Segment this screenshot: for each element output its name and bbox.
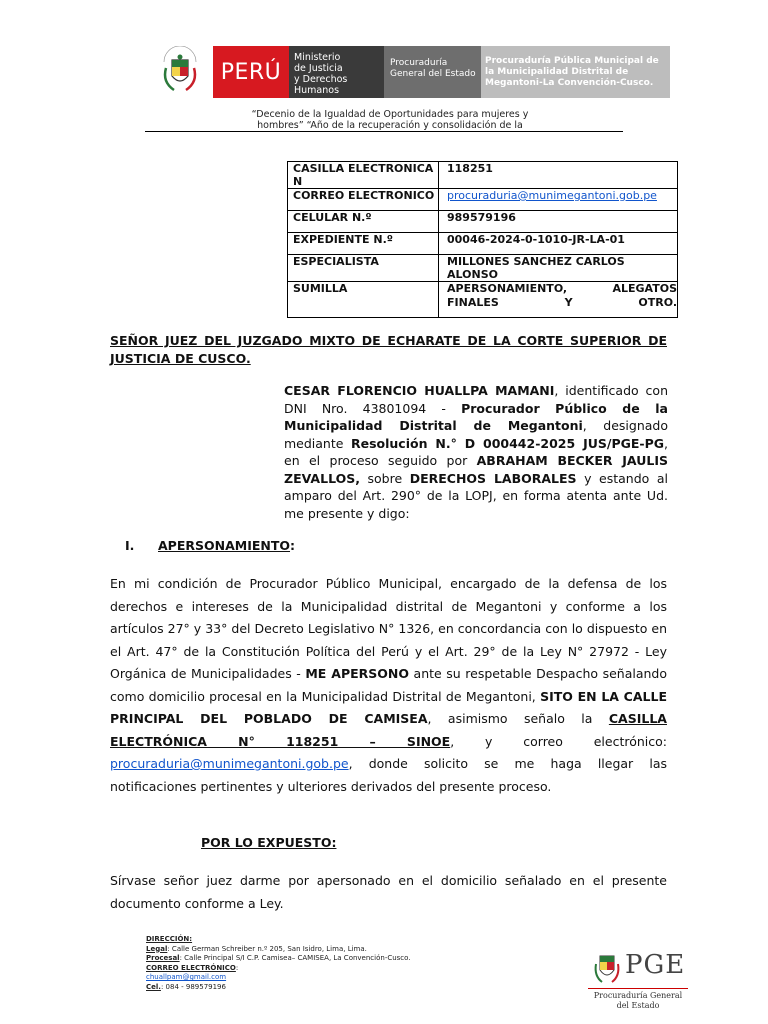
ministerio-line: Ministerio (294, 52, 341, 63)
procesal-label: Procesal (146, 954, 180, 962)
table-key: EXPEDIENTE N.º (288, 233, 439, 255)
procurador-role: Procurador Público de la Municipalidad Distrital de Megantoni (284, 400, 668, 433)
email-link[interactable]: procuraduria@munimegantoni.gob.pe (110, 756, 349, 771)
section-title (158, 538, 295, 553)
para-text: , donde solicito se me haga llegar las notificaciones pertinentes y ulteriores derivados del presente proceso. (110, 756, 667, 794)
table-row (288, 211, 678, 233)
table-key: CASILLA ELECTRONICA N (288, 162, 439, 189)
procuraduria-line: General del Estado (390, 69, 476, 79)
resolucion-ref: Resolución N.° D 000442-2025 JUS/PGE-PG (350, 435, 665, 451)
request-paragraph: Sírvase señor juez darme por apersonado en el domicilio señalado en el presente documento conforme a Ley. (110, 873, 667, 911)
municipalidad-box (481, 46, 670, 98)
table-key: CELULAR N.º (288, 211, 439, 233)
intro-text: y estando al amparo del Art. 290° de la LOPJ, en forma atenta ante Ud. me presente y digo: (284, 470, 668, 521)
section-title-text: APERSONAMIENTO (158, 538, 291, 553)
decenio-motto (240, 109, 540, 131)
cel-label: Cel. (146, 982, 161, 991)
apersonamiento-paragraph (110, 573, 667, 798)
ministerio-box (289, 46, 384, 98)
procurador-name: CESAR FLORENCIO HUALLPA MAMANI (284, 383, 555, 398)
legal-address: : Calle German Schreiber n.º 205, San Isidro, Lima, Lima. (167, 944, 367, 953)
peru-brand-box (213, 46, 289, 98)
peru-label: PERÚ (220, 59, 282, 85)
ministerio-line: Humanos (294, 85, 340, 96)
legal-label: Legal (146, 944, 168, 953)
table-value: 118251 (439, 162, 678, 189)
para-text: ante su respetable Despacho señalando como domicilio procesal en la Municipalidad Distrital de Megantoni, (110, 666, 668, 704)
table-row (288, 233, 678, 255)
table-key: CORREO ELECTRONICO (288, 189, 439, 211)
para-bold: ME APERSONO (305, 666, 409, 681)
case-info-table (287, 161, 678, 318)
correo-label: CORREO ELECTRÓNICO (146, 963, 236, 972)
para-bold: SITO EN LA CALLE PRINCIPAL DEL POBLADO DE CAMISEA (110, 688, 667, 726)
direccion-label: DIRECCIÓN: (146, 935, 193, 943)
motto-line: “Decenio de la Igualdad de Oportunidades para mujeres y (251, 109, 529, 120)
header-divider (145, 131, 623, 132)
demandante-name: ABRAHAM BECKER JAULIS ZEVALLOS, (284, 453, 668, 486)
table-row (288, 189, 678, 211)
por-lo-expuesto-heading: POR LO EXPUESTO: (201, 835, 337, 850)
footer-contact (146, 935, 486, 992)
table-value: MILLONES SANCHEZ CARLOS ALONSO (439, 255, 678, 282)
footer-email-link[interactable]: chuallpam@gmail.com (146, 973, 227, 981)
table-value: 00046-2024-0-1010-JR-LA-01 (439, 233, 678, 255)
addressee-heading: SEÑOR JUEZ DEL JUZGADO MIXTO DE ECHARATE DE LA CORTE SUPERIOR DE JUSTICIA DE CUSCO. (110, 333, 667, 366)
pge-logo-text: PGE (625, 950, 686, 980)
para-text: , asimismo señalo la (427, 711, 609, 726)
table-row (288, 255, 678, 282)
cel-number: : 084 - 989579196 (160, 982, 226, 991)
municipalidad-label: Procuraduría Pública Municipal de la Municipalidad Distrital de Megantoni-La Convención-Cusco. (485, 56, 659, 88)
intro-paragraph (284, 382, 668, 522)
pge-crest-logo (592, 950, 622, 988)
casilla-electronica: CASILLA ELECTRÓNICA N° 118251 – SINOE (110, 711, 667, 749)
materia: DERECHOS LABORALES (409, 470, 577, 486)
para-text: , y correo electrónico: (450, 733, 667, 749)
correo-colon: : (235, 963, 239, 972)
section-number: I. (125, 538, 135, 553)
peru-crest-logo (158, 46, 202, 98)
table-value: APERSONAMIENTO, ALEGATOS FINALES Y OTRO. (439, 282, 678, 318)
intro-text: sobre (359, 470, 410, 486)
table-key: SUMILLA (288, 282, 439, 318)
table-row (288, 282, 678, 318)
table-key: ESPECIALISTA (288, 255, 439, 282)
procuraduria-line: Procuraduría (390, 58, 448, 68)
ministerio-line: de Justicia (294, 63, 343, 74)
pge-divider (588, 988, 688, 989)
table-row (288, 162, 678, 189)
ministerio-line: y Derechos (294, 74, 348, 85)
procesal-address: : Calle Principal S/I C.P. Camisea– CAMISEA, La Convención-Cusco. (179, 954, 411, 962)
pge-subtitle: Procuraduría General del Estado (593, 991, 683, 1010)
intro-text: , en el proceso seguido por (284, 435, 669, 468)
para-text: En mi condición de Procurador Público Municipal, encargado de la defensa de los derechos e intereses de la Municipalidad distrital de Megantoni y conforme a los artículos 27° y 33° del Decreto Legislativo N° 1326, en concordancia con lo dispuesto en el Art. 47° de la Constitución Política del Perú y el Art. 29° de la Ley N° 27972 - Ley Orgánica de Municipalidades - (110, 576, 667, 681)
intro-text: , designado mediante (284, 418, 668, 451)
procuraduria-box (384, 46, 481, 98)
motto-line: hombres” “Año de la recuperación y consolidación de la (257, 120, 523, 131)
table-value: 989579196 (439, 211, 678, 233)
section-colon: : (290, 538, 296, 553)
email-link[interactable]: procuraduria@munimegantoni.gob.pe (447, 189, 657, 202)
table-value (439, 189, 678, 211)
intro-text: , identificado con DNI Nro. 43801094 - (284, 383, 668, 416)
